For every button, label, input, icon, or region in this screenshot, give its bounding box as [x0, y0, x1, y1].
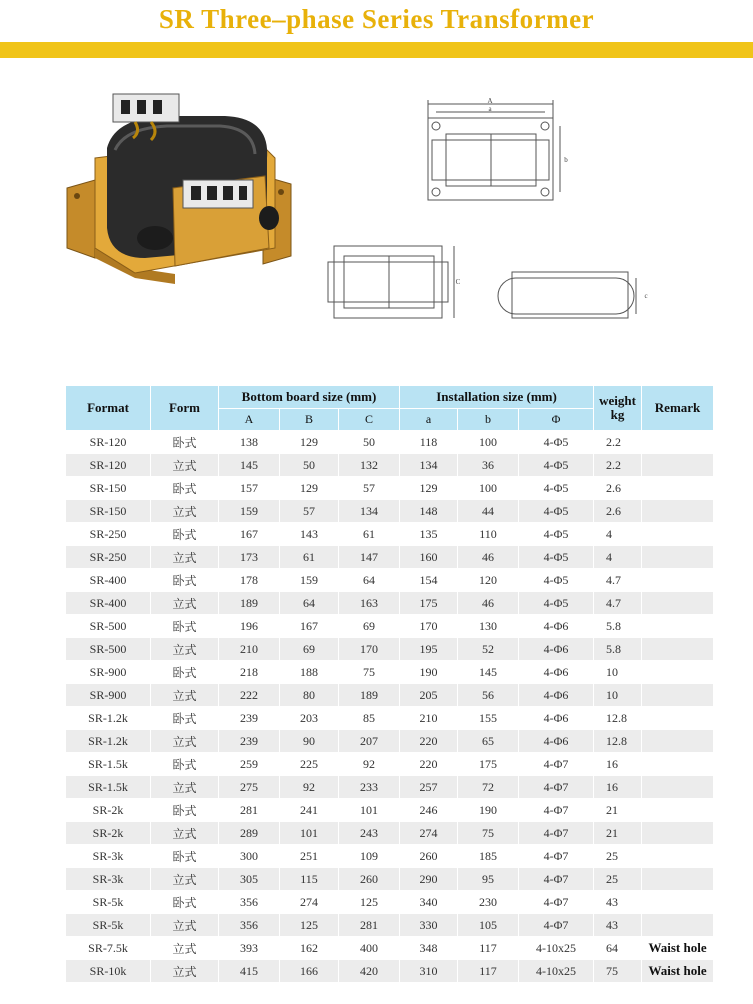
cell-b: 155 — [458, 707, 519, 730]
cell-remark — [642, 661, 714, 684]
cell-form: 立式 — [151, 638, 219, 661]
cell-b: 230 — [458, 891, 519, 914]
cell-phi: 4-Φ5 — [519, 569, 594, 592]
cell-b: 190 — [458, 799, 519, 822]
cell-form: 卧式 — [151, 799, 219, 822]
cell-b: 175 — [458, 753, 519, 776]
cell-weight: 75 — [594, 960, 642, 983]
cell-format: SR-2k — [66, 799, 151, 822]
table-row — [66, 477, 714, 500]
cell-a: 157 — [219, 477, 280, 500]
cell-c: 101 — [339, 799, 400, 822]
cell-weight: 2.6 — [594, 477, 642, 500]
cell-a: 415 — [219, 960, 280, 983]
cell-weight: 4 — [594, 546, 642, 569]
cell-b: 65 — [458, 730, 519, 753]
cell-phi: 4-Φ5 — [519, 431, 594, 454]
cell-format: SR-120 — [66, 454, 151, 477]
cell-a: 239 — [219, 707, 280, 730]
cell-weight: 10 — [594, 684, 642, 707]
cell-remark — [642, 638, 714, 661]
cell-phi: 4-Φ6 — [519, 684, 594, 707]
table-row — [66, 730, 714, 753]
cell-form: 立式 — [151, 868, 219, 891]
cell-phi: 4-Φ7 — [519, 845, 594, 868]
cell-b: 143 — [280, 523, 339, 546]
cell-format: SR-250 — [66, 546, 151, 569]
cell-b: 61 — [280, 546, 339, 569]
cell-form: 立式 — [151, 822, 219, 845]
cell-form: 卧式 — [151, 845, 219, 868]
side-view-drawing — [322, 238, 462, 323]
cell-a: 195 — [400, 638, 458, 661]
cell-b: 57 — [280, 500, 339, 523]
cell-form: 立式 — [151, 914, 219, 937]
cell-remark — [642, 477, 714, 500]
table-row — [66, 937, 714, 960]
cell-form: 立式 — [151, 546, 219, 569]
cell-b: 69 — [280, 638, 339, 661]
cell-remark — [642, 523, 714, 546]
cell-format: SR-3k — [66, 845, 151, 868]
cell-c: 207 — [339, 730, 400, 753]
cell-b: 64 — [280, 592, 339, 615]
cell-a: 220 — [400, 753, 458, 776]
cell-a: 160 — [400, 546, 458, 569]
cell-b: 274 — [280, 891, 339, 914]
cell-weight: 25 — [594, 845, 642, 868]
cell-a: 290 — [400, 868, 458, 891]
cell-remark — [642, 891, 714, 914]
cell-a: 246 — [400, 799, 458, 822]
cell-remark — [642, 799, 714, 822]
cell-b: 130 — [458, 615, 519, 638]
cell-a: 178 — [219, 569, 280, 592]
cell-b: 100 — [458, 477, 519, 500]
cell-remark — [642, 776, 714, 799]
table-row — [66, 592, 714, 615]
cell-form: 立式 — [151, 937, 219, 960]
cell-form: 卧式 — [151, 569, 219, 592]
cell-a: 134 — [400, 454, 458, 477]
cell-b: 105 — [458, 914, 519, 937]
cell-weight: 43 — [594, 891, 642, 914]
cell-weight: 16 — [594, 753, 642, 776]
cell-format: SR-2k — [66, 822, 151, 845]
table-row — [66, 891, 714, 914]
cell-form: 立式 — [151, 500, 219, 523]
cell-weight: 4 — [594, 523, 642, 546]
cell-c: 109 — [339, 845, 400, 868]
cell-b: 188 — [280, 661, 339, 684]
cell-a: 356 — [219, 914, 280, 937]
header-remark: Remark — [642, 386, 714, 431]
cell-a: 222 — [219, 684, 280, 707]
cell-b: 241 — [280, 799, 339, 822]
table-row — [66, 638, 714, 661]
cell-b: 101 — [280, 822, 339, 845]
cell-c: 75 — [339, 661, 400, 684]
subheader-C: C — [339, 409, 400, 431]
cell-c: 189 — [339, 684, 400, 707]
cell-format: SR-10k — [66, 960, 151, 983]
cell-c: 134 — [339, 500, 400, 523]
cell-b: 167 — [280, 615, 339, 638]
cell-phi: 4-Φ5 — [519, 546, 594, 569]
cell-phi: 4-Φ5 — [519, 523, 594, 546]
header-installation: Installation size (mm) — [400, 386, 594, 409]
cell-c: 243 — [339, 822, 400, 845]
cell-b: 75 — [458, 822, 519, 845]
cell-a: 205 — [400, 684, 458, 707]
cell-weight: 2.2 — [594, 454, 642, 477]
cell-b: 52 — [458, 638, 519, 661]
cell-format: SR-5k — [66, 914, 151, 937]
spec-table-body — [66, 431, 714, 983]
cell-weight: 5.8 — [594, 615, 642, 638]
cell-form: 卧式 — [151, 431, 219, 454]
table-row — [66, 523, 714, 546]
cell-format: SR-3k — [66, 868, 151, 891]
cell-c: 125 — [339, 891, 400, 914]
table-row — [66, 868, 714, 891]
cell-weight: 10 — [594, 661, 642, 684]
cell-a: 257 — [400, 776, 458, 799]
cell-form: 卧式 — [151, 891, 219, 914]
cell-form: 卧式 — [151, 523, 219, 546]
cell-form: 立式 — [151, 684, 219, 707]
cell-b: 72 — [458, 776, 519, 799]
cell-form: 立式 — [151, 960, 219, 983]
cell-b: 159 — [280, 569, 339, 592]
cell-form: 卧式 — [151, 753, 219, 776]
cell-c: 400 — [339, 937, 400, 960]
cell-weight: 5.8 — [594, 638, 642, 661]
cell-b: 129 — [280, 431, 339, 454]
cell-phi: 4-Φ7 — [519, 776, 594, 799]
cell-a: 274 — [400, 822, 458, 845]
cell-a: 170 — [400, 615, 458, 638]
cell-remark — [642, 431, 714, 454]
cell-remark — [642, 454, 714, 477]
cell-a: 348 — [400, 937, 458, 960]
transformer-photo — [55, 88, 305, 288]
cell-phi: 4-Φ6 — [519, 615, 594, 638]
cell-phi: 4-10x25 — [519, 960, 594, 983]
page-title: SR Three–phase Series Transformer — [158, 4, 595, 34]
top-view-drawing — [418, 96, 573, 211]
cell-remark — [642, 546, 714, 569]
cell-weight: 16 — [594, 776, 642, 799]
cell-phi: 4-Φ5 — [519, 500, 594, 523]
dim-label-b: b — [564, 156, 568, 164]
cell-b: 80 — [280, 684, 339, 707]
cell-a: 220 — [400, 730, 458, 753]
cell-b: 95 — [458, 868, 519, 891]
cell-phi: 4-Φ6 — [519, 730, 594, 753]
cell-a: 145 — [219, 454, 280, 477]
cell-c: 132 — [339, 454, 400, 477]
cell-c: 163 — [339, 592, 400, 615]
cell-a: 135 — [400, 523, 458, 546]
cell-format: SR-250 — [66, 523, 151, 546]
cell-a: 289 — [219, 822, 280, 845]
cell-b: 100 — [458, 431, 519, 454]
cell-a: 340 — [400, 891, 458, 914]
cell-b: 46 — [458, 592, 519, 615]
cell-a: 210 — [400, 707, 458, 730]
table-row — [66, 615, 714, 638]
table-row — [66, 661, 714, 684]
cell-b: 185 — [458, 845, 519, 868]
cell-b: 44 — [458, 500, 519, 523]
cell-c: 260 — [339, 868, 400, 891]
table-row — [66, 546, 714, 569]
cell-form: 卧式 — [151, 661, 219, 684]
cell-remark — [642, 822, 714, 845]
table-row — [66, 799, 714, 822]
end-view-drawing — [486, 268, 656, 323]
cell-b: 110 — [458, 523, 519, 546]
cell-a: 310 — [400, 960, 458, 983]
cell-phi: 4-Φ5 — [519, 477, 594, 500]
cell-weight: 12.8 — [594, 730, 642, 753]
cell-b: 36 — [458, 454, 519, 477]
cell-c: 61 — [339, 523, 400, 546]
header-form: Form — [151, 386, 219, 431]
cell-b: 225 — [280, 753, 339, 776]
subheader-b: b — [458, 409, 519, 431]
cell-format: SR-900 — [66, 661, 151, 684]
table-row — [66, 431, 714, 454]
cell-a: 118 — [400, 431, 458, 454]
cell-weight: 43 — [594, 914, 642, 937]
cell-b: 115 — [280, 868, 339, 891]
cell-format: SR-1.2k — [66, 730, 151, 753]
cell-a: 129 — [400, 477, 458, 500]
cell-b: 120 — [458, 569, 519, 592]
cell-a: 173 — [219, 546, 280, 569]
cell-a: 189 — [219, 592, 280, 615]
cell-b: 203 — [280, 707, 339, 730]
cell-a: 148 — [400, 500, 458, 523]
cell-phi: 4-Φ7 — [519, 822, 594, 845]
cell-format: SR-500 — [66, 638, 151, 661]
cell-format: SR-150 — [66, 477, 151, 500]
cell-format: SR-400 — [66, 569, 151, 592]
header-bottom-board: Bottom board size (mm) — [219, 386, 400, 409]
cell-weight: 21 — [594, 822, 642, 845]
cell-format: SR-1.5k — [66, 776, 151, 799]
cell-form: 卧式 — [151, 615, 219, 638]
cell-b: 117 — [458, 937, 519, 960]
table-row — [66, 684, 714, 707]
cell-weight: 12.8 — [594, 707, 642, 730]
cell-format: SR-1.5k — [66, 753, 151, 776]
cell-form: 卧式 — [151, 707, 219, 730]
cell-phi: 4-Φ6 — [519, 707, 594, 730]
cell-phi: 4-Φ6 — [519, 638, 594, 661]
table-row — [66, 500, 714, 523]
subheader-A: A — [219, 409, 280, 431]
cell-a: 305 — [219, 868, 280, 891]
cell-remark — [642, 684, 714, 707]
spec-table — [66, 386, 714, 983]
cell-format: SR-150 — [66, 500, 151, 523]
cell-a: 175 — [400, 592, 458, 615]
cell-a: 239 — [219, 730, 280, 753]
cell-b: 251 — [280, 845, 339, 868]
cell-b: 92 — [280, 776, 339, 799]
table-row — [66, 753, 714, 776]
cell-c: 64 — [339, 569, 400, 592]
cell-c: 420 — [339, 960, 400, 983]
cell-weight: 4.7 — [594, 592, 642, 615]
cell-phi: 4-Φ6 — [519, 661, 594, 684]
cell-form: 立式 — [151, 730, 219, 753]
cell-remark — [642, 845, 714, 868]
cell-remark — [642, 592, 714, 615]
cell-a: 167 — [219, 523, 280, 546]
cell-remark — [642, 569, 714, 592]
cell-weight: 2.2 — [594, 431, 642, 454]
cell-b: 117 — [458, 960, 519, 983]
header-format: Format — [66, 386, 151, 431]
cell-weight: 2.6 — [594, 500, 642, 523]
cell-c: 170 — [339, 638, 400, 661]
cell-c: 92 — [339, 753, 400, 776]
cell-remark — [642, 868, 714, 891]
cell-form: 立式 — [151, 776, 219, 799]
cell-phi: 4-Φ7 — [519, 914, 594, 937]
dim-label-C: C — [455, 278, 461, 286]
cell-remark — [642, 753, 714, 776]
cell-a: 154 — [400, 569, 458, 592]
cell-format: SR-500 — [66, 615, 151, 638]
table-row — [66, 776, 714, 799]
cell-format: SR-5k — [66, 891, 151, 914]
cell-a: 356 — [219, 891, 280, 914]
table-row — [66, 960, 714, 983]
cell-form: 卧式 — [151, 477, 219, 500]
cell-c: 147 — [339, 546, 400, 569]
cell-a: 281 — [219, 799, 280, 822]
cell-b: 90 — [280, 730, 339, 753]
cell-format: SR-120 — [66, 431, 151, 454]
cell-format: SR-7.5k — [66, 937, 151, 960]
cell-a: 190 — [400, 661, 458, 684]
subheader-a: a — [400, 409, 458, 431]
cell-c: 69 — [339, 615, 400, 638]
header-weight: weight kg — [594, 386, 642, 431]
title-bar — [0, 42, 753, 58]
table-row — [66, 914, 714, 937]
subheader-B: B — [280, 409, 339, 431]
cell-a: 330 — [400, 914, 458, 937]
table-row — [66, 822, 714, 845]
subheader-phi: Φ — [519, 409, 594, 431]
cell-b: 50 — [280, 454, 339, 477]
cell-b: 125 — [280, 914, 339, 937]
cell-b: 129 — [280, 477, 339, 500]
cell-weight: 64 — [594, 937, 642, 960]
cell-a: 210 — [219, 638, 280, 661]
table-row — [66, 845, 714, 868]
cell-a: 259 — [219, 753, 280, 776]
cell-c: 233 — [339, 776, 400, 799]
cell-remark — [642, 707, 714, 730]
cell-phi: 4-10x25 — [519, 937, 594, 960]
cell-b: 145 — [458, 661, 519, 684]
cell-weight: 25 — [594, 868, 642, 891]
table-row — [66, 569, 714, 592]
cell-remark — [642, 500, 714, 523]
cell-a: 260 — [400, 845, 458, 868]
dim-label-c: c — [644, 292, 648, 300]
dim-label-a: a — [488, 105, 492, 113]
cell-a: 218 — [219, 661, 280, 684]
cell-phi: 4-Φ7 — [519, 799, 594, 822]
cell-a: 196 — [219, 615, 280, 638]
cell-format: SR-900 — [66, 684, 151, 707]
cell-a: 138 — [219, 431, 280, 454]
cell-c: 281 — [339, 914, 400, 937]
cell-phi: 4-Φ7 — [519, 753, 594, 776]
cell-b: 56 — [458, 684, 519, 707]
cell-b: 46 — [458, 546, 519, 569]
table-row — [66, 707, 714, 730]
cell-form: 立式 — [151, 454, 219, 477]
cell-phi: 4-Φ5 — [519, 592, 594, 615]
cell-phi: 4-Φ5 — [519, 454, 594, 477]
cell-c: 85 — [339, 707, 400, 730]
cell-b: 166 — [280, 960, 339, 983]
cell-format: SR-1.2k — [66, 707, 151, 730]
table-row — [66, 454, 714, 477]
cell-a: 300 — [219, 845, 280, 868]
cell-form: 立式 — [151, 592, 219, 615]
cell-remark: Waist hole — [642, 960, 714, 983]
cell-weight: 4.7 — [594, 569, 642, 592]
cell-remark — [642, 615, 714, 638]
cell-c: 50 — [339, 431, 400, 454]
cell-a: 393 — [219, 937, 280, 960]
cell-c: 57 — [339, 477, 400, 500]
cell-b: 162 — [280, 937, 339, 960]
cell-remark — [642, 914, 714, 937]
cell-format: SR-400 — [66, 592, 151, 615]
dim-label-A: A — [487, 97, 493, 105]
cell-phi: 4-Φ7 — [519, 891, 594, 914]
cell-remark — [642, 730, 714, 753]
cell-phi: 4-Φ7 — [519, 868, 594, 891]
cell-weight: 21 — [594, 799, 642, 822]
cell-remark: Waist hole — [642, 937, 714, 960]
cell-a: 275 — [219, 776, 280, 799]
cell-a: 159 — [219, 500, 280, 523]
